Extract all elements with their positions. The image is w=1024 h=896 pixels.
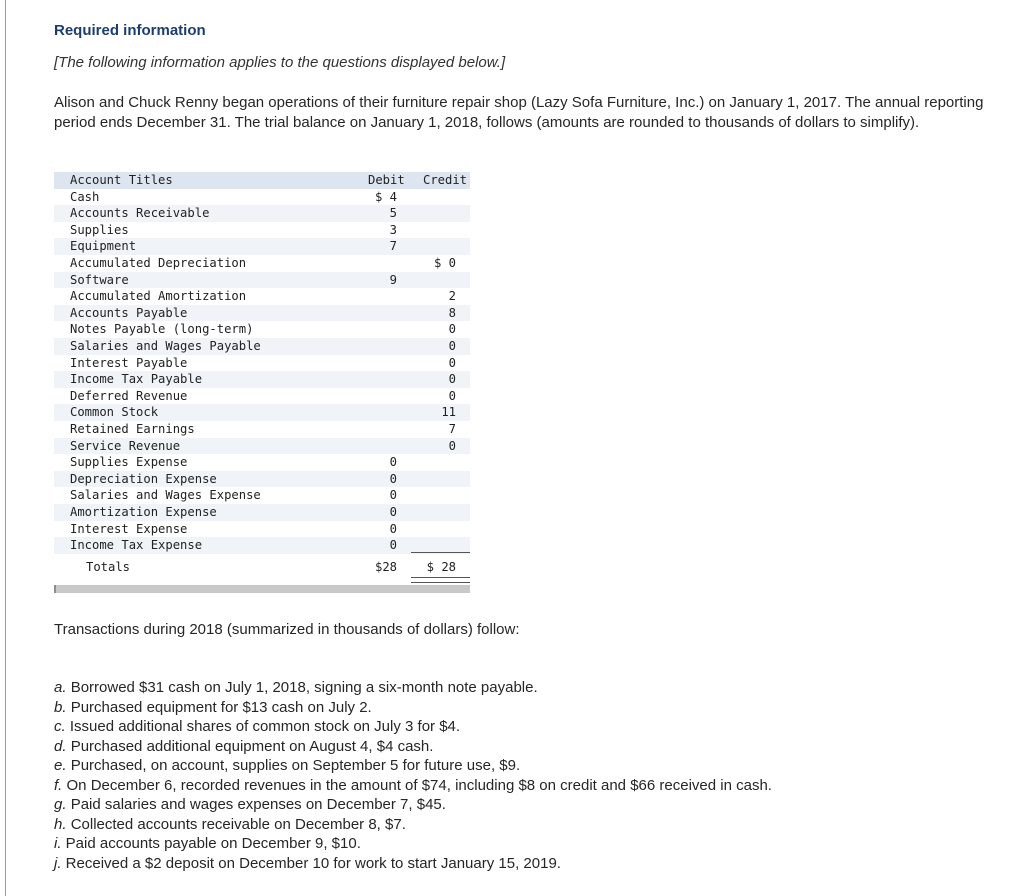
table-row (54, 189, 470, 206)
credit-amount: 0 (448, 339, 456, 353)
account-title: Salaries and Wages Expense (70, 488, 261, 503)
table-row (54, 321, 470, 338)
transaction-item (54, 854, 772, 874)
debit-amount: 7 (389, 239, 397, 254)
debit-amount: 9 (389, 272, 397, 287)
table-row (54, 504, 470, 521)
table-row (54, 471, 470, 488)
table-row (54, 388, 470, 405)
credit-amount: 8 (448, 305, 456, 320)
debit-amount: $ 4 (374, 189, 397, 204)
account-title: Depreciation Expense (70, 471, 217, 486)
account-title: Accounts Receivable (70, 206, 210, 221)
transaction-text: Purchased, on account, supplies on September 5 for future use, $9. (70, 757, 521, 774)
header-account-titles: Account Titles (70, 173, 173, 187)
transaction-text: Purchased additional equipment on August 4, $4 cash. (70, 737, 434, 755)
transaction-letter: b. (54, 698, 67, 716)
credit-amount: 0 (448, 438, 456, 453)
debit-amount: 3 (389, 222, 397, 237)
table-row (54, 404, 470, 421)
table-row (54, 421, 470, 438)
account-title: Accumulated Amortization (70, 289, 247, 304)
transaction-text: Purchased equipment for $13 cash on July 2. (70, 698, 372, 716)
header-credit: Credit (423, 173, 468, 187)
table-row (54, 238, 470, 255)
account-title: Retained Earnings (70, 422, 195, 436)
credit-amount: 11 (441, 405, 456, 420)
transaction-letter: h. (54, 815, 67, 833)
credit-amount: 2 (448, 289, 456, 304)
transaction-text: Issued additional shares of common stock on July 3 for $4. (69, 718, 461, 735)
debit-amount: 0 (389, 521, 397, 536)
account-title: Notes Payable (long-term) (70, 322, 254, 337)
account-title: Supplies (70, 222, 129, 237)
account-title: Amortization Expense (70, 505, 217, 519)
transaction-item (54, 776, 772, 796)
totals-credit: $ 28 (426, 560, 456, 574)
account-title: Deferred Revenue (70, 388, 188, 403)
account-title: Interest Payable (70, 355, 188, 370)
table-row (54, 288, 470, 305)
table-row (54, 521, 470, 538)
transaction-letter: j. (54, 854, 62, 872)
transaction-item (54, 678, 772, 698)
debit-amount: 5 (389, 206, 397, 221)
credit-amount: 0 (448, 355, 456, 370)
credit-amount: $ 0 (433, 256, 456, 270)
account-title: Equipment (70, 239, 137, 254)
header-debit: Debit (368, 173, 405, 187)
debit-amount: 0 (389, 471, 397, 486)
intro-paragraph: Alison and Chuck Renny began operations of their furniture repair shop (Lazy Sofa Furniture, Inc.) on January 1, 2017. The annual reporting period ends December 31. The trial balance on January 1, 2018, follows (amounts are rounded to thousands of dollars to simplify). (54, 94, 984, 131)
credit-double-rule (423, 577, 470, 583)
transaction-text: Paid salaries and wages expenses on December 7, $45. (70, 796, 446, 813)
transaction-item (54, 698, 772, 718)
account-title: Accounts Payable (70, 305, 188, 320)
debit-amount: 0 (389, 505, 397, 519)
totals-label: Totals (86, 560, 131, 574)
debit-amount: 0 (389, 538, 397, 553)
account-title: Service Revenue (70, 438, 181, 453)
credit-amount: 0 (448, 388, 456, 403)
account-title: Accumulated Depreciation (70, 256, 247, 270)
credit-total-rule (423, 552, 470, 553)
transaction-item (54, 737, 772, 757)
transaction-letter: d. (54, 737, 67, 755)
table-row (54, 371, 470, 388)
trial-balance-table (54, 172, 470, 594)
debit-amount: 0 (389, 455, 397, 470)
table-row (54, 438, 470, 455)
table-row (54, 338, 470, 355)
account-title: Software (70, 272, 129, 287)
totals-debit: $28 (374, 560, 397, 574)
transaction-text: Paid accounts payable on December 9, $10. (65, 835, 361, 852)
account-title: Salaries and Wages Payable (70, 339, 261, 353)
account-title: Cash (70, 189, 100, 204)
table-row (54, 454, 470, 471)
transaction-text: Received a $2 deposit on December 10 for work to start January 15, 2019. (65, 854, 561, 872)
table-row (54, 255, 470, 272)
debit-amount: 0 (389, 488, 397, 503)
account-title: Income Tax Payable (70, 372, 203, 387)
table-scrollbar[interactable] (54, 585, 470, 593)
table-row (54, 487, 470, 504)
transaction-letter: c. (54, 718, 66, 735)
credit-amount: 0 (448, 322, 456, 337)
transaction-text: Borrowed $31 cash on July 1, 2018, signing a six-month note payable. (70, 679, 538, 696)
transaction-item (54, 756, 772, 776)
transaction-letter: i. (54, 835, 62, 852)
account-title: Common Stock (70, 405, 159, 420)
transaction-letter: e. (54, 757, 67, 774)
left-border (5, 0, 6, 896)
table-row (54, 537, 470, 554)
transactions-intro: Transactions during 2018 (summarized in thousands of dollars) follow: (54, 621, 520, 638)
table-row (54, 355, 470, 372)
table-row (54, 205, 470, 222)
account-title: Income Tax Expense (70, 538, 203, 553)
transaction-letter: f. (54, 776, 63, 794)
credit-amount: 0 (448, 372, 456, 387)
required-information-heading: Required information (54, 22, 206, 39)
table-row (54, 222, 470, 239)
transactions-list (54, 678, 772, 873)
applies-note: [The following information applies to the questions displayed below.] (54, 54, 506, 71)
transaction-text: Collected accounts receivable on December 8, $7. (70, 815, 406, 833)
account-title: Interest Expense (70, 521, 188, 536)
table-row (54, 272, 470, 289)
table-header-row (54, 172, 470, 189)
credit-amount: 7 (448, 422, 456, 436)
account-title: Supplies Expense (70, 455, 188, 470)
transaction-item (54, 834, 772, 854)
transaction-letter: g. (54, 796, 67, 813)
table-row (54, 305, 470, 322)
transaction-item (54, 795, 772, 815)
transaction-item (54, 717, 772, 737)
transaction-letter: a. (54, 679, 67, 696)
transaction-item (54, 815, 772, 835)
totals-row (54, 558, 470, 576)
transaction-text: On December 6, recorded revenues in the amount of $74, including $8 on credit and $66 received in cash. (66, 776, 772, 794)
